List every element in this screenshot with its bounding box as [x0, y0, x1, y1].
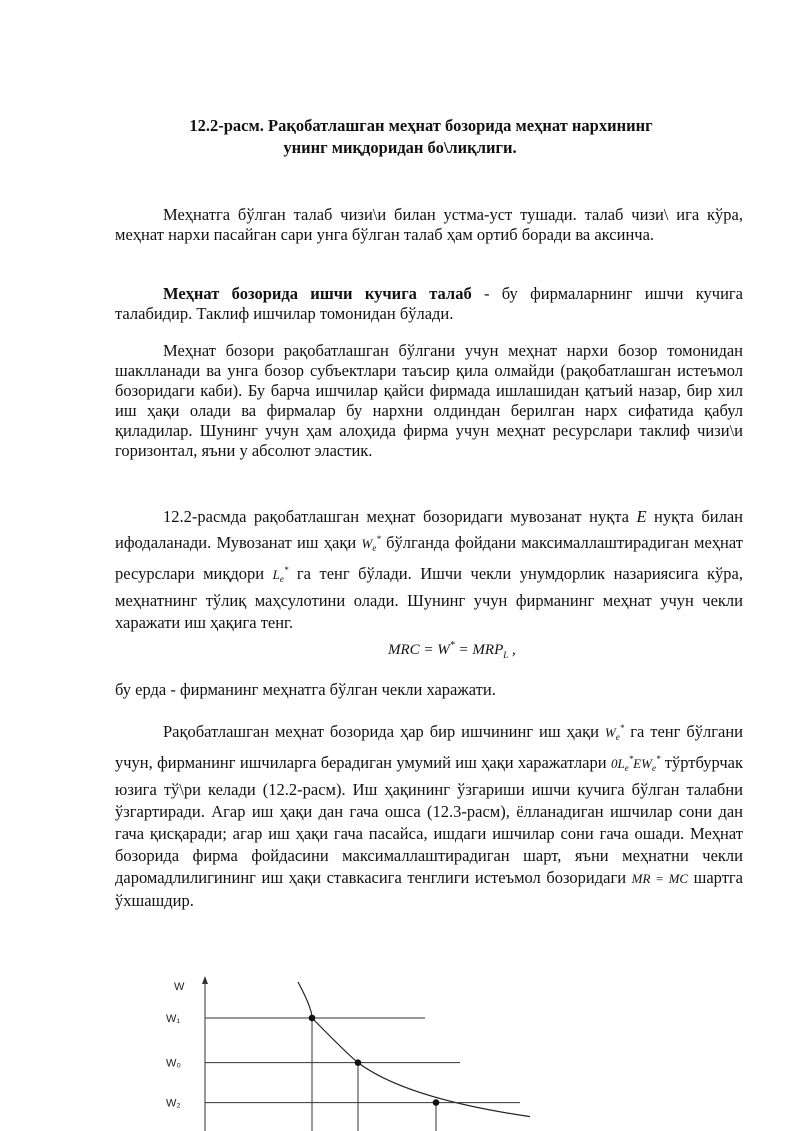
title-line-2: унинг миқдоридан бо\лиқлиги. — [283, 138, 517, 157]
bold-term: Меҳнат бозорида ишчи кучига талаб — [163, 284, 472, 303]
mr-mc-symbol: MR = MC — [631, 871, 689, 886]
demand-curve — [298, 982, 530, 1117]
p4-part-c: бўлганда фойдани максималлаштирадиган меҳнат ресурслари миқдори — [115, 533, 743, 583]
paragraph-5 — [115, 680, 743, 700]
formula-mrc: MRC = $W^* = MRP_L$ , — [388, 640, 516, 660]
equilibrium-point-0 — [309, 1015, 316, 1022]
equilibrium-point-2 — [433, 1099, 440, 1106]
paragraph-3 — [115, 341, 743, 461]
paragraph-3-text: Меҳнат бозори рақобатлашган бўлгани учун меҳнат нархи бозор томонидан шаклланади ва унга бозор субъектлари таъсир қила олмайди (рақобатлашган истеъмол бозоридаги каби). Бу барча ишчилар қайси фирмада ишлашидан қатъий назар, бир хил иш ҳақи олади ва фирмалар бу нархни олдиндан берилган нарх сифатида қабул қиладилар. Шунинг учун ҳам алоҳида фирма учун меҳнат ресурслари таклиф чизи\и горизонтал, яъни у абсолют эластик. — [115, 341, 743, 460]
paragraph-2-text: - бу фирмаларнинг ишчи кучига талабидир. Таклиф ишчилар томонидан бўлади. — [115, 284, 744, 323]
p4-part-b: нуқта билан ифодаланади. Мувозанат иш ҳақи — [115, 507, 743, 552]
paragraph-2 — [115, 284, 743, 324]
wage-tick-label-0: W₁ — [166, 1013, 181, 1025]
labor-symbol: $L_e^*$ — [272, 565, 289, 584]
p4-part-a: 12.2-расмда рақобатлашган меҳнат бозоридаги мувозанат нуқта — [163, 507, 637, 526]
y-axis-arrow — [202, 976, 208, 984]
equilibrium-point-1 — [355, 1059, 362, 1066]
paragraph-6 — [115, 717, 743, 912]
labor-demand-chart — [160, 970, 540, 1131]
rectangle-symbol: $0L_e^*EW_e^*$ — [610, 754, 661, 773]
point-e-symbol: E — [636, 507, 647, 526]
paragraph-1-text: Меҳнатга бўлган талаб чизи\и билан устма-уст тушади. талаб чизи\ ига кўра, меҳнат нархи пасайган сари унга бўлган талаб ҳам ортиб боради ва аксинча. — [115, 205, 743, 244]
p6-part-a: Рақобатлашган меҳнат бозорида ҳар бир ишчининг иш ҳақи — [163, 722, 605, 741]
wage-symbol: $W_e^*$ — [361, 534, 381, 553]
title-line-1: 12.2-расм. Рақобатлашган меҳнат бозорида меҳнат нархининг — [189, 116, 653, 135]
p6-part-c: тўртбурчак юзига тў\ри келади (12.2-расм). Иш ҳақининг ўзгариши ишчи кучига бўлган талабни ўзгартиради. Агар иш ҳақи дан гача ошса (12.3-расм), ёлланадиган ишчилар сони дан гача қисқаради; агар иш ҳақи гача пасайса, ишдаги ишчилар сони гача ошади. Меҳнат бозорида фирма фойдасини максималлаштирадиган шарт, яъни меҳнатни чекли даромадлилигининг иш ҳақи ставкасига тенглиги истеъмол бозоридаги — [115, 753, 743, 887]
wage-symbol-2: $W_e^*$ — [604, 723, 625, 742]
paragraph-4 — [115, 506, 743, 634]
paragraph-5-text: бу ерда - фирманинг меҳнатга бўлган чекли харажати. — [115, 680, 496, 699]
p6-part-b: га тенг бўлгани учун, фирманинг ишчиларга берадиган умумий иш ҳақи харажатлари — [115, 722, 743, 772]
p6-part-d: шартга ўхшашдир. — [115, 868, 744, 910]
paragraph-1 — [115, 205, 743, 245]
p4-part-d: га тенг бўлади. Ишчи чекли унумдорлик назариясига кўра, меҳнатнинг тўлиқ маҳсулотини олади. Шунинг учун фирманинг меҳнат учун чекли харажати иш ҳақига тенг. — [115, 564, 743, 632]
y-axis-label: W — [174, 981, 185, 993]
figure-caption-title — [115, 115, 685, 159]
wage-tick-label-2: W₂ — [166, 1097, 181, 1110]
wage-tick-label-1: W₀ — [166, 1057, 181, 1070]
